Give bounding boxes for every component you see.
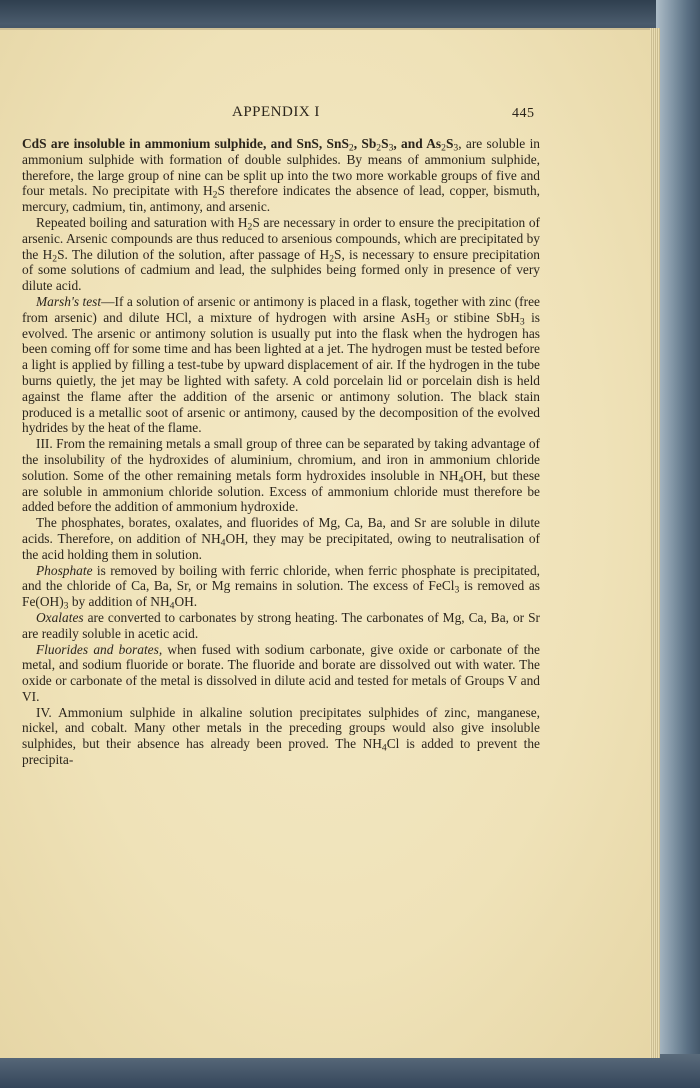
text-run: III. From the remaining metals a small group of three can be separated by taking advantage of the insolubility of the hydroxides of aluminium, chromium, and iron in ammonium chloride solution. Some of the other remaining metals form hydroxides insoluble in NH bbox=[22, 436, 540, 483]
text-run: OH, but these are soluble in ammonium chloride solution. Excess of ammonium chloride must therefore be added before the addition of ammonium hydroxide. bbox=[22, 467, 540, 515]
text-run: Phosphate bbox=[36, 562, 93, 578]
subscript: 3 bbox=[425, 316, 430, 328]
text-run: is evolved. The arsenic or antimony solution is usually put into the flask when the hydrogen has been coming off for some time and has been lighted at a jet. The hydrogen must be tested before a light is applied by filling a test-tube by upward displacement of air. If the hydrogen in the tube burns quietly, the jet may be lighted with safety. A cold porcelain lid or porcelain dish is held against the flame after the addition of the arsenic or antimony solution. The black stain produced is a metallic soot of arsenic or antimony, caused by the decomposition of the evolved hydrides by the heat of the flame. bbox=[22, 309, 540, 436]
subscript: 4 bbox=[169, 600, 175, 612]
subscript: 2 bbox=[247, 221, 253, 233]
book-cover-bottom-edge bbox=[0, 1054, 700, 1088]
paragraph bbox=[22, 705, 540, 768]
subscript: 3 bbox=[388, 142, 394, 154]
text-run: , and As bbox=[393, 136, 442, 151]
paragraph bbox=[22, 515, 540, 562]
subscript: 2 bbox=[441, 142, 446, 154]
text-run: , are soluble in ammonium sulphide with formation of double sulphides. By means of ammonium sulphide, therefore, the large group of nine can be split up into the two more workable groups of five and four metals. No precipitate with H bbox=[22, 136, 540, 199]
subscript: 3 bbox=[63, 600, 69, 612]
subscript: 2 bbox=[52, 253, 58, 265]
running-header-title: APPENDIX I bbox=[232, 104, 320, 120]
text-run: S are necessary in order to ensure the precipitation of arsenic. Arsenic compounds are thus reduced to arsenious compounds, which are precipitated by the H bbox=[22, 214, 540, 262]
text-run: Marsh's test bbox=[36, 293, 102, 309]
subscript: 2 bbox=[329, 253, 335, 265]
paragraph bbox=[22, 563, 540, 610]
text-run: OH. bbox=[174, 594, 198, 610]
text-run: OH, they may be precipitated, owing to neutralisation of the acid holding them in solution. bbox=[22, 530, 540, 562]
text-run: by addition of NH bbox=[68, 594, 170, 610]
subscript: 3 bbox=[453, 142, 459, 154]
subscript: 4 bbox=[458, 474, 464, 486]
subscript: 3 bbox=[454, 585, 460, 596]
text-run: S therefore indicates the absence of lead, copper, bismuth, mercury, cadmium, tin, antimony, and arsenic. bbox=[22, 183, 540, 215]
text-run: is removed as Fe(OH) bbox=[22, 578, 540, 610]
subscript: 4 bbox=[220, 537, 226, 549]
text-run: Repeated boiling and saturation with H bbox=[36, 214, 248, 230]
text-run: or stibine SbH bbox=[429, 309, 520, 325]
text-run: S. The dilution of the solution, after passage of H bbox=[57, 246, 330, 262]
text-run: are converted to carbonates by strong heating. The carbonates of Mg, Ca, Ba, or Sr are readily soluble in acetic acid. bbox=[22, 609, 540, 641]
text-run: —If a solution of arsenic or antimony is placed in a flask, together with zinc (free from arsenic) and dilute HCl, a mixture of hydrogen with arsine AsH bbox=[22, 293, 540, 325]
text-run: IV. Ammonium sulphide in alkaline solution precipitates sulphides of zinc, manganese, nickel, and cobalt. Many other metals in the preceding groups would also give insoluble sulphides, but their absence has already been proved. The NH bbox=[22, 704, 540, 752]
paragraph bbox=[22, 215, 540, 294]
running-header bbox=[0, 104, 650, 124]
text-run: is removed by boiling with ferric chloride, when ferric phosphate is precipitated, and the chloride of Ca, Ba, Sr, or Mg remains in solution. The excess of FeCl bbox=[22, 562, 540, 594]
text-run: S, is necessary to ensure precipitation of some solutions of cadmium and lead, the sulphides being formed only in presence of very dilute acid. bbox=[22, 246, 540, 294]
paragraph bbox=[22, 642, 540, 705]
book-cover-right-edge bbox=[656, 0, 700, 1088]
text-run: Fluorides and borates, bbox=[36, 641, 163, 657]
paragraph bbox=[22, 610, 540, 642]
paragraph bbox=[22, 136, 540, 215]
text-run: Cl is added to prevent the precipita- bbox=[22, 736, 540, 768]
subscript: 2 bbox=[212, 190, 218, 202]
subscript: 2 bbox=[348, 142, 354, 154]
text-run: , Sb bbox=[353, 136, 377, 151]
text-run: when fused with sodium carbonate, give oxide or carbonate of the metal, and sodium fluoride or borate. The fluoride and borate are dissolved out with water. The oxide or carbonate of the metal is dissolved in dilute acid and tested for metals of Groups V and VI. bbox=[22, 641, 540, 704]
subscript: 4 bbox=[381, 742, 387, 754]
paragraph bbox=[22, 294, 540, 436]
subscript: 3 bbox=[519, 316, 525, 328]
page-number: 445 bbox=[512, 106, 535, 121]
page-body-text bbox=[22, 136, 540, 768]
text-run: Oxalates bbox=[36, 609, 84, 625]
text-run: The phosphates, borates, oxalates, and fluorides of Mg, Ca, Ba, and Sr are soluble in dilute acids. Therefore, on addition of NH bbox=[22, 515, 540, 546]
paragraph bbox=[22, 436, 540, 515]
text-run: S bbox=[445, 136, 454, 151]
text-run: CdS are insoluble in ammonium sulphide, and SnS, SnS bbox=[22, 136, 349, 151]
book-page bbox=[0, 28, 650, 1058]
subscript: 2 bbox=[376, 142, 382, 154]
text-run: S bbox=[381, 136, 389, 151]
